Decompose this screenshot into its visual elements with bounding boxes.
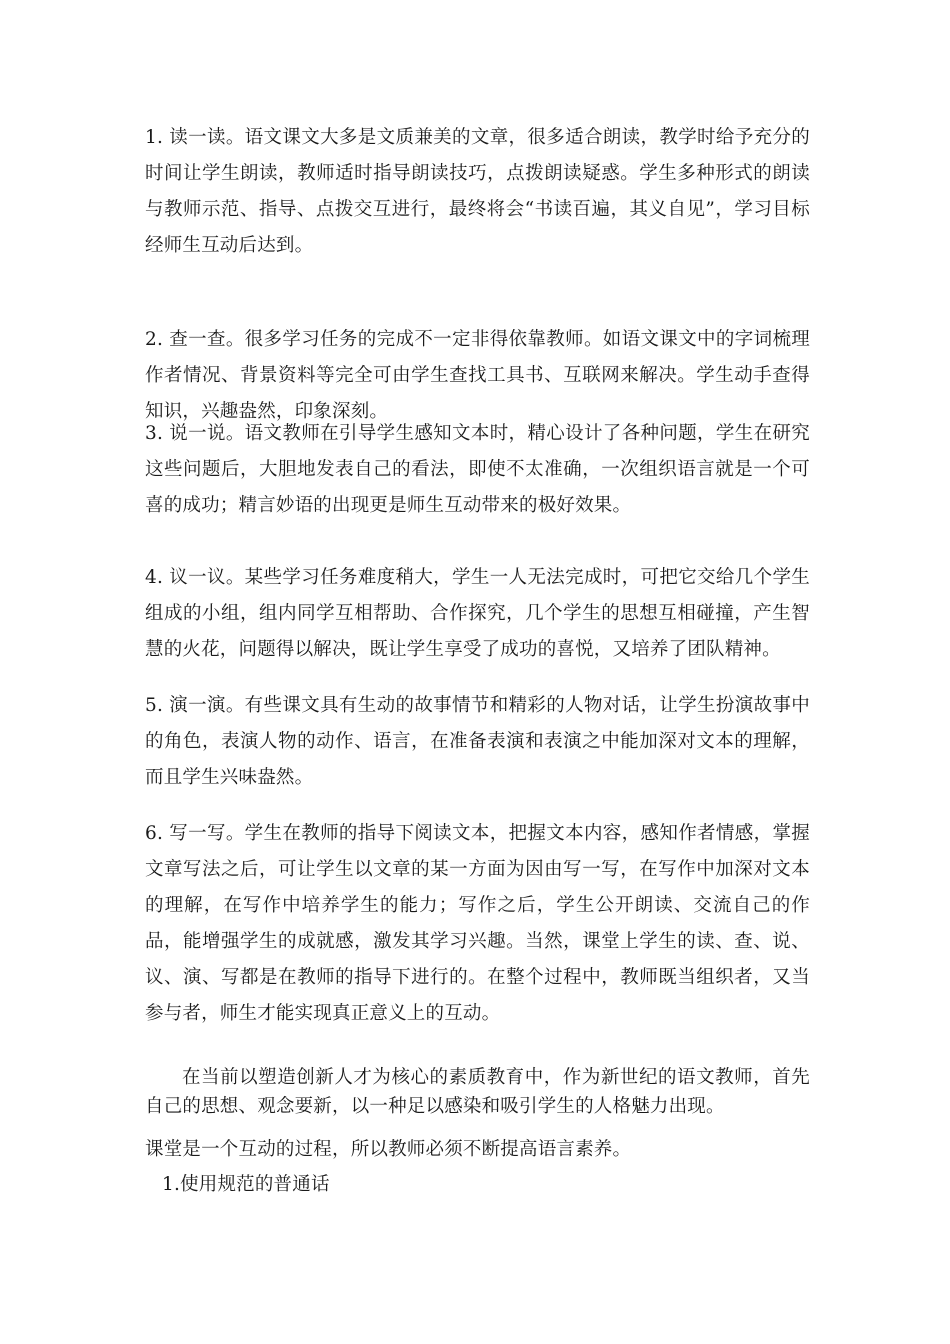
paragraph-discuss: 4. 议一议。某些学习任务难度稍大，学生一人无法完成时，可把它交给几个学生组成的小组，组内同学互相帮助、合作探究，几个学生的思想互相碰撞，产生智慧的火花，问题得以解决，既让学生享受了成功的喜悦，又培养了团队精神。 bbox=[145, 567, 810, 660]
paragraph-speak: 3. 说一说。语文教师在引导学生感知文本时，精心设计了各种问题，学生在研究这些问题后，大胆地发表自己的看法，即使不太准确，一次组织语言就是一个可喜的成功；精言妙语的出现更是师生互动带来的极好效果。 bbox=[145, 423, 810, 516]
paragraph-write: 6. 写一写。学生在教师的指导下阅读文本，把握文本内容，感知作者情感，掌握文章写法之后，可让学生以文章的某一方面为因由写一写，在写作中加深对文本的理解，在写作中培养学生的能力；写作之后，学生公开朗读、交流自己的作品，能增强学生的成就感，激发其学习兴趣。当然，课堂上学生的读、查、说、议、演、写都是在教师的指导下进行的。在整个过程中，教师既当组织者，又当参与者，师生才能实现真正意义上的互动。 bbox=[145, 823, 810, 1024]
list-item-standard-mandarin: 1.使用规范的普通话 bbox=[162, 1174, 330, 1195]
paragraph-teacher-quality: 在当前以塑造创新人才为核心的素质教育中，作为新世纪的语文教师，首先自己的思想、观念要新，以一种足以感染和吸引学生的人格魅力出现。 bbox=[145, 1067, 810, 1117]
paragraph-classroom-interaction: 课堂是一个互动的过程，所以教师必须不断提高语言素养。 bbox=[145, 1139, 632, 1160]
paragraph-read: 1. 读一读。语文课文大多是文质兼美的文章，很多适合朗读，教学时给予充分的时间让学生朗读，教师适时指导朗读技巧，点拨朗读疑惑。学生多种形式的朗读与教师示范、指导、点拨交互进行，最终将会“书读百遍，其义自见”，学习目标经师生互动后达到。 bbox=[145, 127, 810, 256]
paragraph-perform: 5. 演一演。有些课文具有生动的故事情节和精彩的人物对话，让学生扮演故事中的角色，表演人物的动作、语言，在准备表演和表演之中能加深对文本的理解，而且学生兴味盎然。 bbox=[145, 695, 810, 788]
paragraph-search: 2. 查一查。很多学习任务的完成不一定非得依靠教师。如语文课文中的字词梳理作者情况、背景资料等完全可由学生查找工具书、互联网来解决。学生动手查得知识，兴趣盎然，印象深刻。 bbox=[145, 329, 810, 422]
